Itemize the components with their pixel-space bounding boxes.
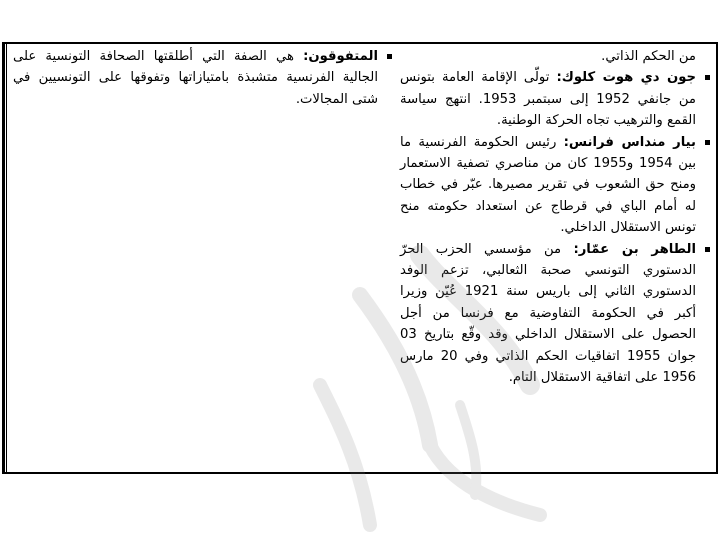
entry-term: جون دي هوت كلوك: bbox=[556, 70, 696, 86]
right-entry-list bbox=[13, 46, 392, 110]
entry-definition: من مؤسسي الحزب الحرّ الدستوري التونسي صحبة الثعالبي، تزعم الوفد الدستوري الثاني إلى باريس سنة 1921 عُيّن وزيرا أكبر في الحكومة التفاوضية مع فرنسا من أجل الحصول على الاستقلال الداخلي وقد وقّع بتاريخ 03 جوان 1955 اتفاقيات الحكم الذاتي وفي 20 مارس 1956 على اتفاقية الاستقلال التام. bbox=[400, 241, 696, 386]
left-column bbox=[396, 44, 716, 472]
list-item bbox=[400, 67, 710, 131]
square-bullet-icon bbox=[705, 75, 710, 80]
list-item bbox=[13, 46, 392, 110]
square-bullet-icon bbox=[387, 54, 392, 59]
continuation-text: من الحكم الذاتي. bbox=[601, 49, 696, 64]
list-item bbox=[400, 239, 710, 389]
entry-term: بيار منداس فرانس: bbox=[563, 134, 696, 150]
entry-definition: هي الصفة التي أطلقتها الصحافة التونسية على الجالية الفرنسية متشبذة بامتيازاتها وتفوقها على التونسيين في شتى المجالات. bbox=[13, 49, 378, 107]
square-bullet-icon bbox=[705, 140, 710, 145]
glossary-table bbox=[2, 42, 718, 474]
entry-term: الطاهر بن عمّار: bbox=[573, 241, 696, 257]
square-bullet-icon bbox=[705, 247, 710, 252]
entry-definition: رئيس الحكومة الفرنسية ما بين 1954 و1955 كان من مناصري تصفية الاستعمار ومنح حق الشعوب في تقرير مصيرها. عبّر في خطاب له أمام الباي في قرطاج عن استعداد حكومته منح تونس الاستقلال الداخلي. bbox=[400, 134, 696, 236]
list-item bbox=[400, 132, 710, 239]
entry-definition: تولّى الإقامة العامة بتونس من جانفي 1952 إلى سبتمبر 1953. انتهج سياسة القمع والترهيب تجاه الحركة الوطنية. bbox=[400, 70, 696, 129]
entry-term: المتفوقون: bbox=[303, 49, 378, 64]
left-entry-list bbox=[400, 67, 710, 388]
right-column bbox=[4, 44, 396, 472]
